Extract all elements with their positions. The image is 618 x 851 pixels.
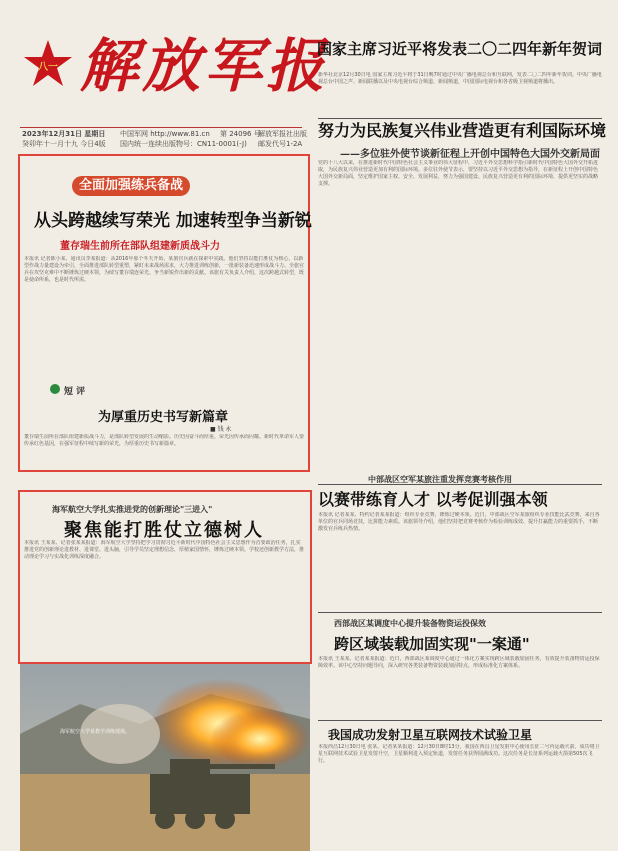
- article-navy-story: 本报讯 王某某、记者张某某报道：海军航空大学坚持把学习贯彻习近平新时代中国特色社会主义思想作为首要政治任务，扎实推进党的创新理论进教材、进课堂、进头脑，引导学员坚定理想信念，厚植家国情怀，锤炼过硬本领。学校还创新教学方法，推动理论学习与实战化训练深度融合。: [24, 540, 304, 560]
- article-comment: 董存瑞生前所在部队组建新质战斗力，是部队转型发展的生动缩影。历史因奋斗而厚重，荣光因传承而闪耀。新时代革命军人要传承红色基因，在强军征程中续写新的荣光，为厚重历史书写新篇章。: [24, 434, 304, 447]
- svg-text:八一: 八一: [38, 62, 58, 73]
- kicker-navy-story: 海军航空大学扎实推进党的创新理论"三进入": [52, 505, 213, 514]
- article-air-force-story: 本报讯 记者某某、特约记者某某报道：组织专业竞赛，锤炼过硬本领。近日，中部战区空军某旅组织专业技能比武竞赛，来自各单位的官兵同场竞技，比拼能力素质。该旅领导介绍，他们坚持把竞赛考核作为检验训练成效、提升打赢能力的重要抓手，不断激发官兵练兵热情。: [318, 512, 600, 532]
- section-divider-3: [318, 612, 602, 613]
- kicker-logistics-story: 西部战区某调度中心提升装备物资运投保效: [334, 619, 486, 628]
- article-logistics-story: 本报讯 王某某、记者某某报道：近日，西部战区某调度中心通过一体化方案实现跨区域装载加固任务，有效提升装备物资运投保障效率。该中心坚持问题导向，深入研究各类装备物资装载加固特点，形成标准化方案体系。: [318, 656, 600, 669]
- headline-new-year-address: 国家主席习近平将发表二〇二四年新年贺词: [317, 40, 603, 58]
- headline-satellite: 我国成功发射卫星互联网技术试验卫星: [328, 728, 533, 742]
- lunar-date: 癸卯年十一月十九 今日4版: [22, 140, 106, 148]
- publisher: 解放军报社出版: [258, 130, 307, 138]
- issue-number: 第 24096 号: [220, 130, 261, 138]
- subhead-feature: 董存瑞生前所在部队组建新质战斗力: [60, 241, 220, 252]
- headline-feature: 从头跨越续写荣光 加速转型争当新锐: [34, 211, 312, 231]
- comment-leaf-icon: [50, 384, 60, 394]
- masthead-divider: [20, 127, 302, 128]
- kicker-air-force-story: 中部战区空军某旅注重发挥竞赛考核作用: [368, 475, 512, 484]
- cn-number: 国内统一连续出版物号：CN11-0001(-J): [120, 140, 247, 148]
- section-divider-4: [318, 720, 602, 721]
- comment-label: 短 评: [64, 387, 86, 397]
- headline-logistics-story: 跨区域装载加固实现"一案通": [334, 635, 530, 653]
- article-diplomacy: 党的十八大以来，在推进新时代中国特色社会主义事业的伟大征程中，习近平外交思想科学指引新时代中国特色大国外交开拓进取，为民族复兴伟业营造更加有利的国际环境。多位驻外使节表示，要坚持以习近平外交思想为指导，在新征程上开创中国特色大国外交新局面，坚定维护国家主权、安全、发展利益，努力为强国建设、民族复兴营造更有利的国际环境、提供更坚实的战略支撑。: [318, 160, 599, 187]
- headline-air-force-story: 以赛带练育人才 以考促训强本领: [318, 490, 548, 509]
- photo-caption: 海军航空大学某教学训练现场。: [60, 729, 131, 735]
- headline-diplomacy: 努力为民族复兴伟业营造更有利国际环境: [318, 121, 607, 140]
- article-new-year-address: 新华社北京12月30日电 国家主席习近平将于31日晚7时通过中央广播电视总台和互联网，发表二〇二四年新年贺词。中央广播电视总台中国之声、新闻联播以及中央电视台综合频道、新闻频道，中国国际电视台和各省级卫视频道将播出。: [318, 72, 602, 85]
- army-star-emblem-icon: [22, 38, 74, 90]
- training-photo: [20, 664, 310, 851]
- postal-code: 邮发代号1-2A: [258, 140, 303, 148]
- site-url: 中国军网 http://www.81.cn: [120, 130, 210, 138]
- section-banner: 全面加强练兵备战: [72, 176, 190, 196]
- headline-navy-story: 聚焦能打胜仗立德树人: [64, 520, 264, 541]
- article-feature: 本报讯 记者陈小某、通讯员李某报道：从2016年那个冬天开始，某旅官兵就在探索中实践。他们坚持以能打胜仗为核心，以新型作战力量建设为牵引，全面推进部队转型重塑，紧盯未来战场需求，大力推进训练创新，一批新装备迅速形成战斗力。全旅官兵在攻坚克难中不断锤炼过硬本领，为续写董存瑞连荣光、争当新锐作出新的贡献。该旅有关负责人介绍，这次跨越式转型，既是使命所系，也是时代所需。: [24, 256, 304, 283]
- article-satellite: 本报西昌12月30日电 张某、记者某某报道：12月30日8时13分，我国在西昌卫星发射中心使用长征二号丙运载火箭，成功将卫星互联网技术试验卫星发射升空，卫星顺利进入预定轨道，发射任务获得圆满成功。这次任务是长征系列运载火箭第505次飞行。: [318, 744, 600, 764]
- headline-comment: 为厚重历史书写新篇章: [98, 410, 229, 425]
- masthead-title: 解放军报: [80, 32, 329, 100]
- subhead-diplomacy: ——多位驻外使节谈新征程上开创中国特色大国外交新局面: [340, 149, 600, 160]
- comment-byline: ■ 钱 永: [210, 426, 232, 433]
- issue-date: 2023年12月31日 星期日: [22, 130, 106, 138]
